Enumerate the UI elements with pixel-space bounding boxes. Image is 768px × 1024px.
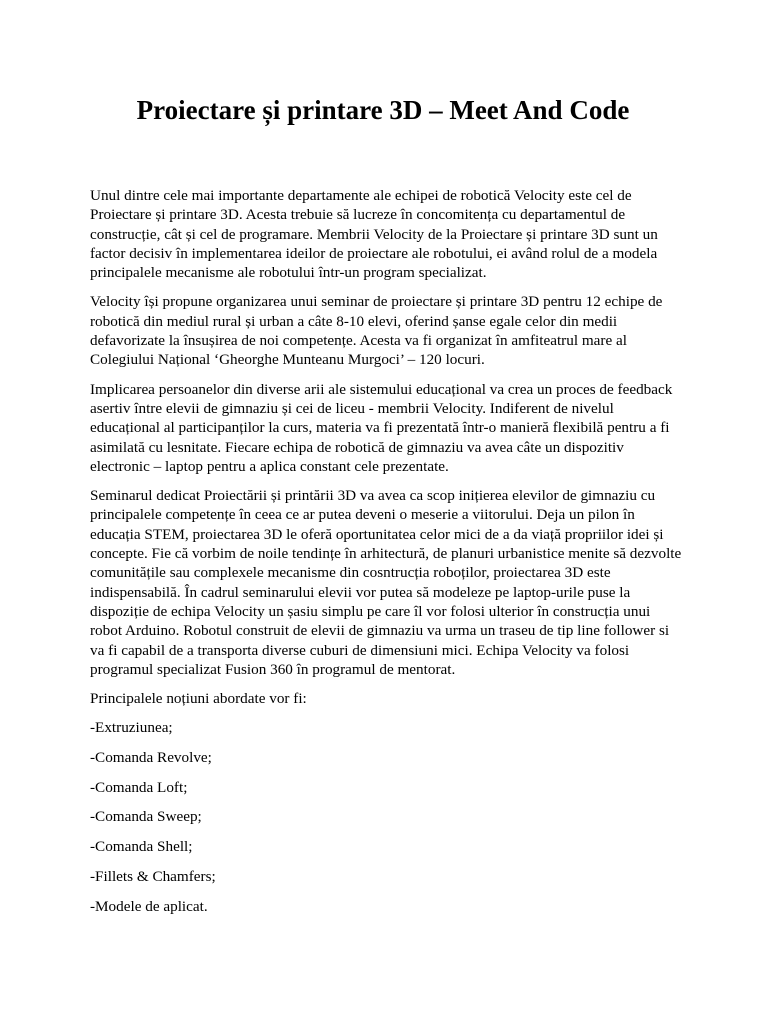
paragraph-feedback: Implicarea persoanelor din diverse arii ale sistemului educațional va crea un proces de feedback asertiv între elevii de gimnaziu și cei de liceu - membrii Velocity. Indiferent de nivelul educațional al participanților la curs, materia va fi prezentată într-o manieră flexibilă pentru a fi asimilată cu lesnitate. Fiecare echipa de robotică de gimnaziu va avea câte un dispozitiv electronic – laptop pentru a aplica constant cele prezentate. bbox=[90, 380, 673, 475]
paragraph-purpose: Seminarul dedicat Proiectării și printării 3D va avea ca scop inițierea elevilor de gimnaziu cu principalele competențe în ceea ce ar putea deveni o meserie a viitorului. Deja un pilon în educația STEM, proiectarea 3D le oferă oportunitatea celor mici de a da viață propriilor idei și concepte. Fie că vorbim de noile tendințe în arhitectură, de planuri urbanistice menite să dezvolte comunitățile sau complexele mecanisme din cosntrucția roboților, proiectarea 3D este indispensabilă. În cadrul seminarului elevii vor putea să modeleze pe laptop-urile puse la dispoziție de echipa Velocity un șasiu simplu pe care îl vor folosi ulterior în construcția unui robot Arduino. Robotul construit de elevii de gimnaziu va urma un traseu de tip line follower si va fi capabil de a transporta diverse cuburi de dimensiuni mici. Echipa Velocity va folosi programul specializat Fusion 360 în programul de mentorat. bbox=[90, 487, 682, 678]
paragraph-list-intro: Principalele noțiuni abordate vor fi: bbox=[90, 690, 307, 708]
document-title: Proiectare și printare 3D – Meet And Code bbox=[136, 95, 630, 125]
list-item: -Comanda Sweep; bbox=[90, 808, 202, 826]
document-body bbox=[90, 186, 682, 926]
paragraph-seminar: Velocity își propune organizarea unui seminar de proiectare și printare 3D pentru 12 echipe de robotică din mediul rural și urban a câte 8-10 elevi, oferind șanse egale celor din medii defavorizate la însușirea de noi competențe. Acesta va fi organizat în amfiteatrul mare al Colegiului Național ‘Gheorghe Munteanu Murgoci’ – 120 locuri. bbox=[90, 293, 663, 369]
list-item: -Comanda Revolve; bbox=[90, 749, 212, 767]
list-item: -Fillets & Chamfers; bbox=[90, 867, 216, 885]
list-item: -Comanda Loft; bbox=[90, 778, 188, 796]
list-item: -Extruziunea; bbox=[90, 719, 173, 737]
list-item: -Modele de aplicat. bbox=[90, 897, 208, 915]
paragraph-intro: Unul dintre cele mai importante departamente ale echipei de robotică Velocity este cel de Proiectare și printare 3D. Acesta trebuie să lucreze în concomitența cu departamentul de construcție, cât și cel de programare. Membrii Velocity de la Proiectare și printare 3D sunt un factor decisiv în implementarea ideilor de proiectare ale robotului, ei având rolul de a modela principalele mecanisme ale robotului într-un program specializat. bbox=[90, 187, 658, 282]
list-item: -Comanda Shell; bbox=[90, 838, 193, 856]
